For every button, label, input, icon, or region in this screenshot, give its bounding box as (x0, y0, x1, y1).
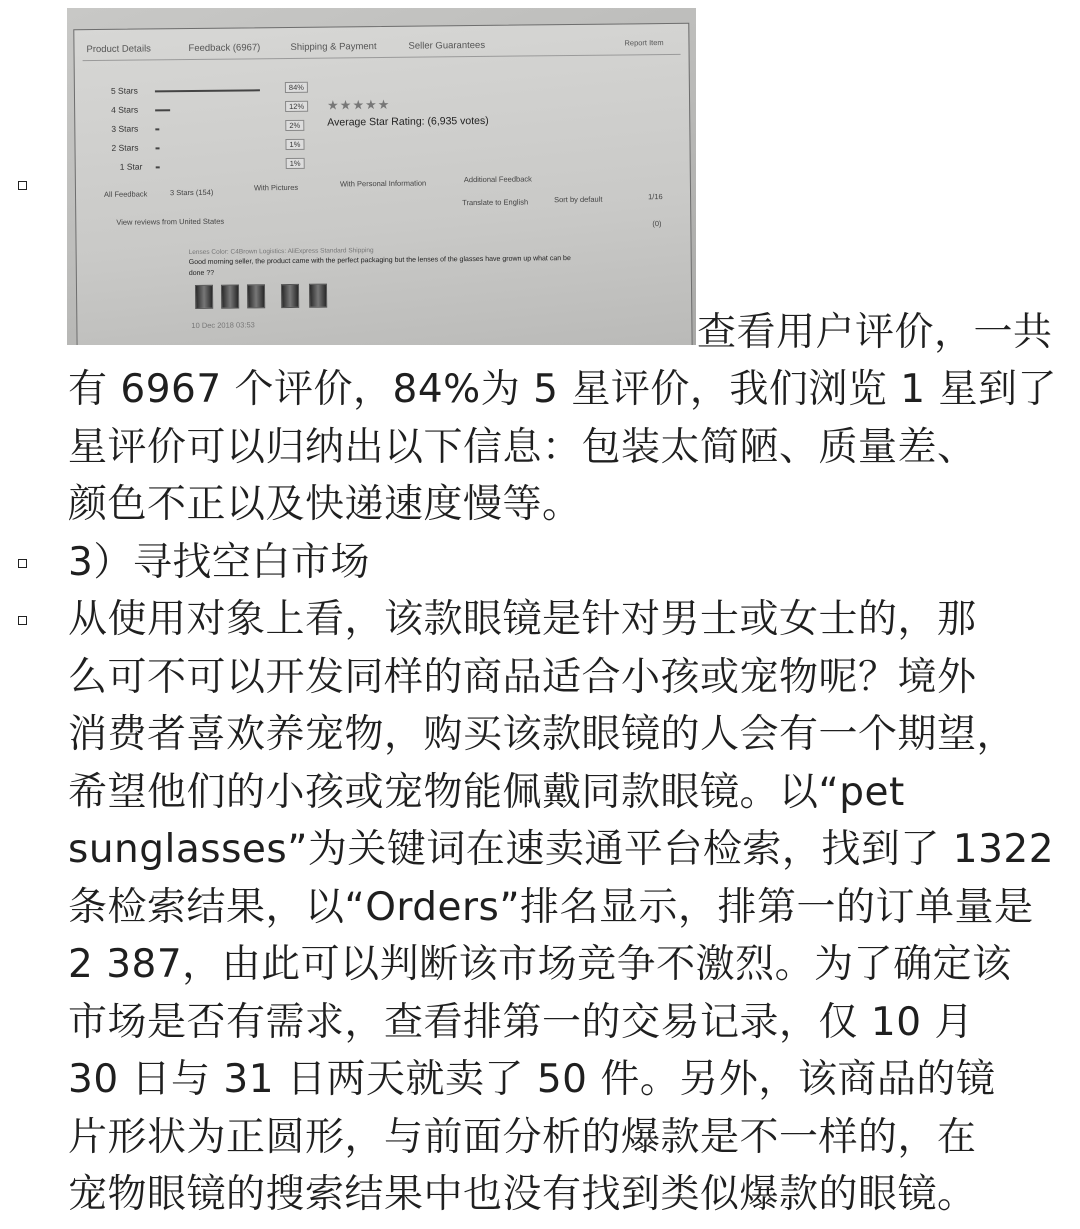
filter-personal-info: With Personal Information (339, 178, 427, 189)
paragraph-line: 希望他们的小孩或宠物能佩戴同款眼镜。以“pet (68, 770, 905, 815)
rating-label: 5 Stars (110, 85, 138, 96)
paragraph-line: 查看用户评价，一共 (697, 310, 1053, 355)
rating-bar (156, 147, 160, 149)
paragraph-line: 市场是否有需求，查看排第一的交易记录，仅 10 月 (68, 1000, 974, 1045)
rating-label: 4 Stars (111, 104, 139, 115)
tab-product-details: Product Details (86, 43, 151, 56)
filter-3-stars: 3 Stars (154) (169, 187, 214, 198)
rating-percent: 1% (286, 158, 305, 169)
review-text: Good morning seller, the product came with the perfect packaging but the lenses of the glasses have grown up what can be (188, 255, 571, 267)
rating-label: 3 Stars (111, 123, 139, 134)
review-meta: Lenses Color: C4Brown Logistics: AliExpress Standard Shipping (188, 247, 374, 257)
average-rating: Average Star Rating: (6,935 votes) (327, 114, 489, 129)
view-us-reviews: View reviews from United States (116, 216, 225, 227)
paragraph-line: 有 6967 个评价，84%为 5 星评价，我们浏览 1 星到了 (68, 367, 1057, 412)
list-bullet (18, 181, 27, 190)
review-photo-thumb (247, 284, 265, 308)
section-heading: 3）寻找空白市场 (68, 540, 370, 585)
rating-label: 2 Stars (111, 142, 139, 153)
paragraph-line: 么可不可以开发同样的商品适合小孩或宠物呢？境外 (68, 655, 977, 700)
feedback-photo (67, 8, 696, 345)
paragraph-line: sunglasses”为关键词在速卖通平台检索，找到了 1322 (68, 827, 1055, 872)
rating-label: 1 Star (119, 161, 143, 172)
paragraph-line: 颜色不正以及快递速度慢等。 (68, 482, 582, 527)
paragraph-line: 片形状为正圆形，与前面分析的爆款是不一样的，在 (68, 1115, 977, 1160)
rating-bar (155, 109, 170, 111)
rating-percent: 84% (285, 82, 308, 93)
review-photo-thumb (221, 285, 239, 309)
tab-seller-guarantees: Seller Guarantees (408, 39, 486, 52)
paragraph-line: 宠物眼镜的搜索结果中也没有找到类似爆款的眼镜。 (68, 1172, 977, 1217)
review-photo-thumb (309, 284, 327, 308)
review-photo-thumb (281, 284, 299, 308)
rating-percent: 12% (285, 101, 308, 112)
paragraph-line: 30 日与 31 日两天就卖了 50 件。另外，该商品的镜 (68, 1057, 996, 1102)
helpful-count: (0) (652, 219, 662, 229)
review-date: 10 Dec 2018 03:53 (191, 320, 255, 331)
filter-all: All Feedback (103, 189, 148, 199)
tab-feedback: Feedback (6967) (188, 42, 261, 55)
rating-percent: 1% (285, 139, 304, 150)
filter-with-pictures: With Pictures (253, 182, 299, 193)
filter-additional: Additional Feedback (463, 174, 532, 185)
paragraph-line: 从使用对象上看，该款眼镜是针对男士或女士的，那 (68, 597, 977, 642)
page-indicator: 1/16 (648, 192, 663, 202)
rating-percent: 2% (285, 120, 304, 131)
rating-bar (155, 128, 159, 130)
feedback-panel (73, 23, 692, 345)
star-rating-icon: ★★★★★ (327, 96, 391, 113)
report-item-link: Report Item (624, 38, 664, 48)
paragraph-line: 星评价可以归纳出以下信息：包装太简陋、质量差、 (68, 425, 977, 470)
rating-bar (155, 89, 260, 92)
paragraph-line: 条检索结果，以“Orders”排名显示，排第一的订单量是 (68, 885, 1034, 930)
review-photo-thumb (195, 285, 213, 309)
tab-divider (83, 54, 681, 61)
rating-bar (156, 166, 160, 168)
tab-shipping: Shipping & Payment (290, 41, 377, 53)
paragraph-line: 2 387，由此可以判断该市场竞争不激烈。为了确定该 (68, 942, 1012, 987)
review-text: done ?? (188, 269, 215, 278)
list-bullet (18, 559, 27, 568)
translate-toggle: Translate to English (462, 197, 529, 208)
sort-select: Sort by default (554, 194, 603, 205)
list-bullet (18, 616, 27, 625)
paragraph-line: 消费者喜欢养宠物，购买该款眼镜的人会有一个期望， (68, 712, 1017, 757)
